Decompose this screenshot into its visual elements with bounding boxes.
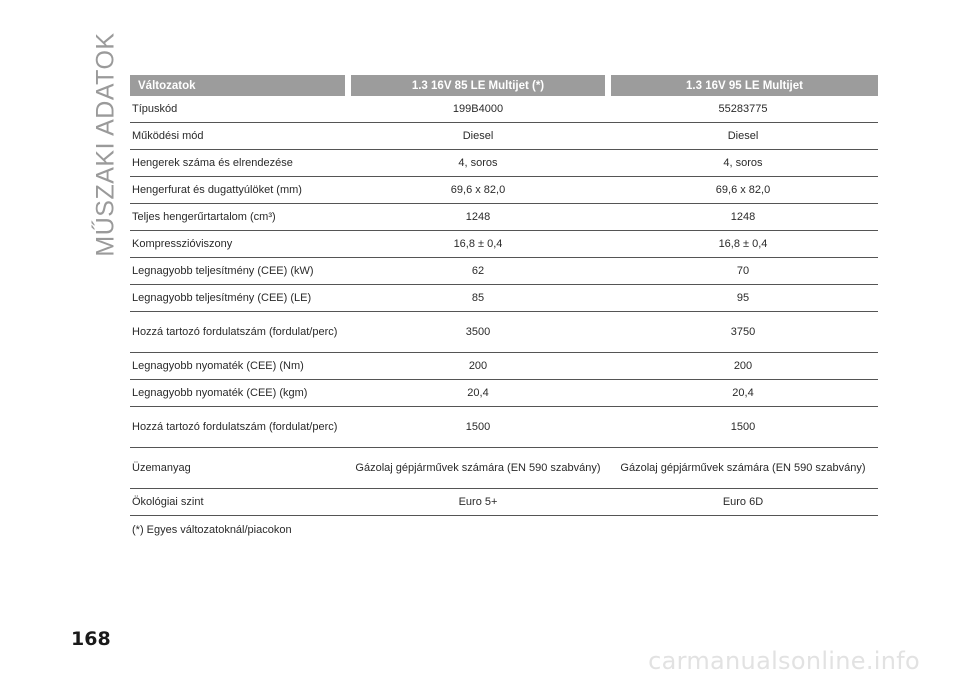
row-value-95hp: 16,8 ± 0,4 (608, 231, 878, 258)
table-header-row (130, 75, 878, 96)
table-row (130, 489, 878, 516)
table-row (130, 231, 878, 258)
row-value-85hp: 3500 (348, 312, 608, 353)
row-value-85hp: 4, soros (348, 150, 608, 177)
row-value-95hp: 200 (608, 353, 878, 380)
row-value-85hp: 20,4 (348, 380, 608, 407)
row-value-95hp: 55283775 (608, 96, 878, 123)
row-value-85hp: Euro 5+ (348, 489, 608, 516)
row-label: Kompresszióviszony (130, 231, 348, 258)
table-row (130, 285, 878, 312)
row-label: Legnagyobb nyomaték (CEE) (Nm) (130, 353, 348, 380)
row-label: Hengerek száma és elrendezése (130, 150, 348, 177)
row-value-95hp: 1500 (608, 407, 878, 448)
header-variants: Változatok (130, 75, 348, 96)
table-row (130, 150, 878, 177)
table-row (130, 407, 878, 448)
row-label: Teljes hengerűrtartalom (cm³) (130, 204, 348, 231)
row-value-85hp: 16,8 ± 0,4 (348, 231, 608, 258)
row-value-95hp: 20,4 (608, 380, 878, 407)
engine-specs-table (130, 75, 878, 516)
row-value-85hp: Diesel (348, 123, 608, 150)
row-value-95hp: Euro 6D (608, 489, 878, 516)
row-value-85hp: 69,6 x 82,0 (348, 177, 608, 204)
row-value-95hp: 4, soros (608, 150, 878, 177)
page-number: 168 (71, 628, 111, 650)
section-title-vertical (86, 31, 126, 257)
row-value-95hp: 1248 (608, 204, 878, 231)
row-label: Legnagyobb teljesítmény (CEE) (LE) (130, 285, 348, 312)
row-label: Legnagyobb teljesítmény (CEE) (kW) (130, 258, 348, 285)
table-row (130, 204, 878, 231)
table-row (130, 123, 878, 150)
row-value-95hp: 95 (608, 285, 878, 312)
table-row (130, 448, 878, 489)
table-row (130, 353, 878, 380)
row-value-95hp: 70 (608, 258, 878, 285)
row-label: Hengerfurat és dugattyúlöket (mm) (130, 177, 348, 204)
row-value-95hp: Diesel (608, 123, 878, 150)
table-row (130, 380, 878, 407)
table-row (130, 312, 878, 353)
row-label: Legnagyobb nyomaték (CEE) (kgm) (130, 380, 348, 407)
row-value-85hp: 1500 (348, 407, 608, 448)
row-value-85hp: 200 (348, 353, 608, 380)
watermark: carmanualsonline.info (648, 647, 920, 675)
row-value-95hp: 69,6 x 82,0 (608, 177, 878, 204)
row-value-85hp: 62 (348, 258, 608, 285)
row-label: Üzemanyag (130, 448, 348, 489)
row-value-95hp: 3750 (608, 312, 878, 353)
table-row (130, 177, 878, 204)
row-label: Ökológiai szint (130, 489, 348, 516)
row-value-85hp: 1248 (348, 204, 608, 231)
row-label: Típuskód (130, 96, 348, 123)
row-value-85hp: Gázolaj gépjárművek számára (EN 590 szabvány) (348, 448, 608, 489)
table-row (130, 258, 878, 285)
header-95hp: 1.3 16V 95 LE Multijet (608, 75, 878, 96)
row-value-85hp: 85 (348, 285, 608, 312)
table-footnote: (*) Egyes változatoknál/piacokon (132, 524, 292, 536)
section-title-text: MŰSZAKI ADATOK (91, 31, 120, 257)
row-value-85hp: 199B4000 (348, 96, 608, 123)
row-label: Működési mód (130, 123, 348, 150)
row-value-95hp: Gázolaj gépjárművek számára (EN 590 szabvány) (608, 448, 878, 489)
header-85hp: 1.3 16V 85 LE Multijet (*) (348, 75, 608, 96)
row-label: Hozzá tartozó fordulatszám (fordulat/perc) (130, 312, 348, 353)
table-row (130, 96, 878, 123)
row-label: Hozzá tartozó fordulatszám (fordulat/perc) (130, 407, 348, 448)
